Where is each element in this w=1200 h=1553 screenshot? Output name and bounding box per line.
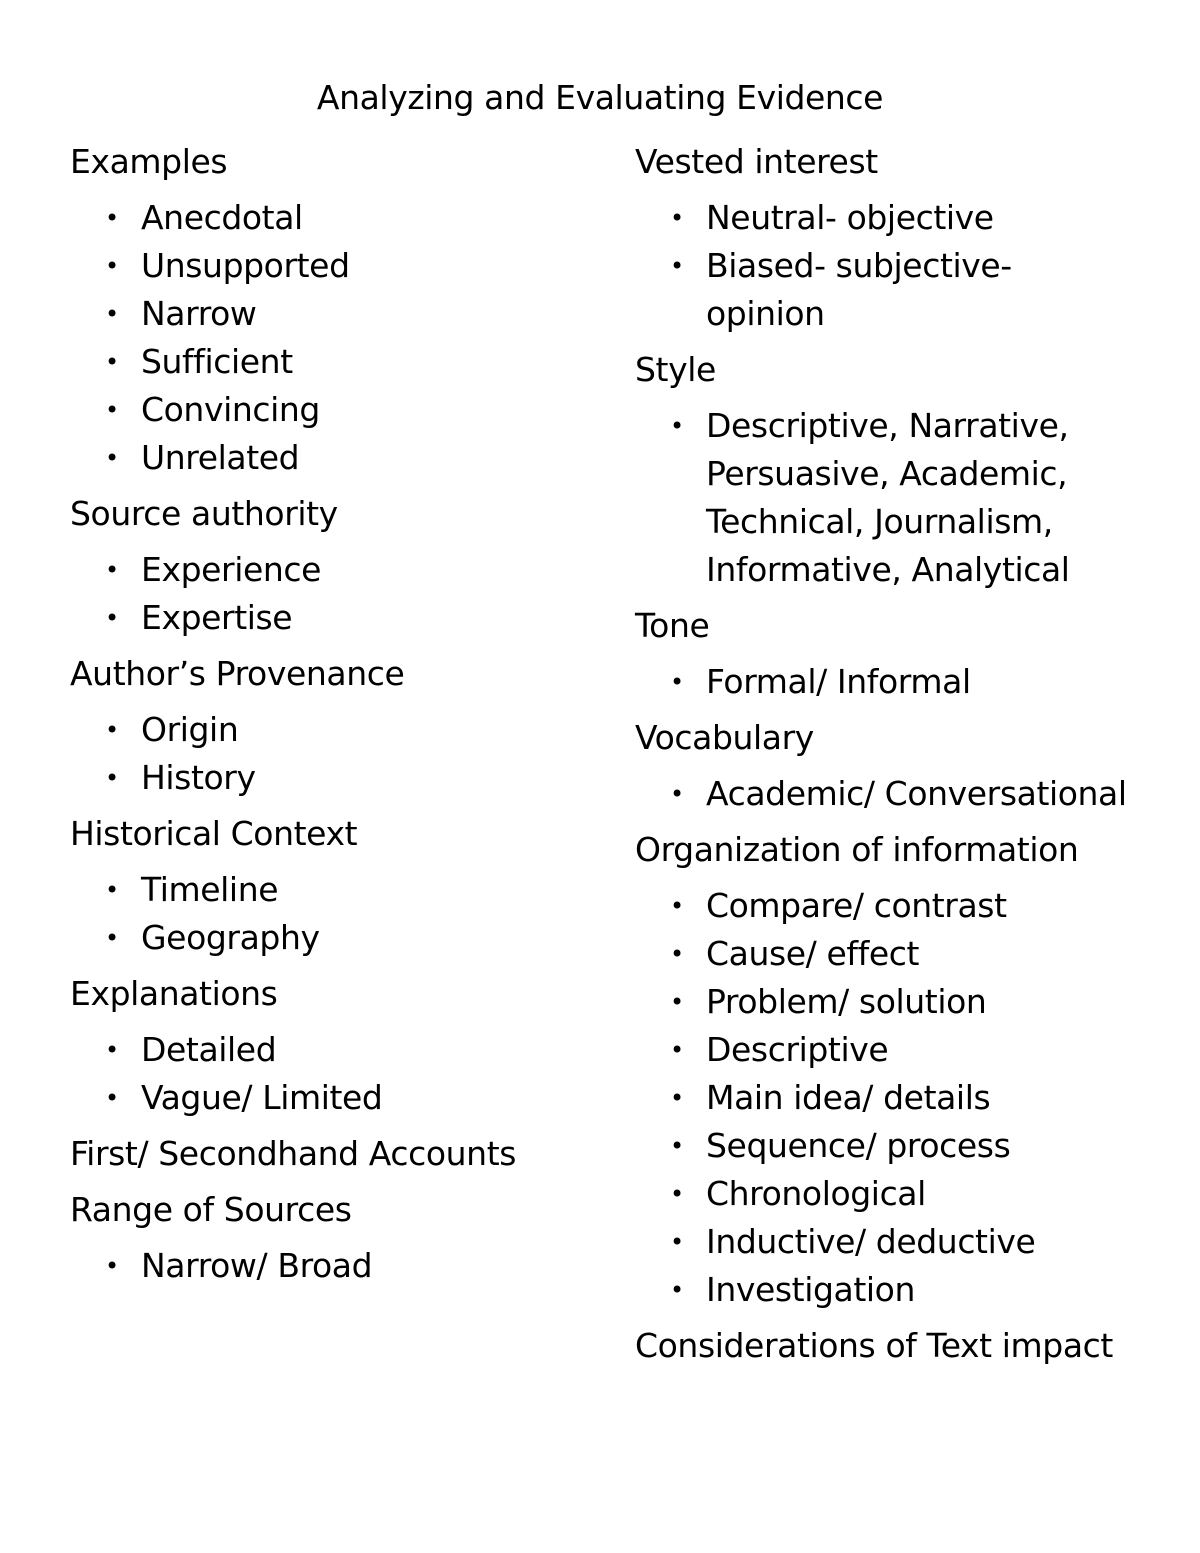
bullet-list xyxy=(70,546,600,642)
bullet-icon: • xyxy=(670,1036,684,1064)
list-item: • Narrow/ Broad xyxy=(70,1242,600,1290)
section-considerations-of-text-impact xyxy=(635,1322,1175,1370)
list-item: • Vague/ Limited xyxy=(70,1074,600,1122)
section-first-secondhand-accounts xyxy=(70,1130,600,1178)
bullet-icon: • xyxy=(105,604,119,632)
section-historical-context xyxy=(70,810,600,962)
right-column xyxy=(635,138,1175,1378)
bullet-icon: • xyxy=(105,1036,119,1064)
left-column xyxy=(70,138,600,1298)
list-item: • Main idea/ details xyxy=(635,1074,1175,1122)
list-item: • Neutral- objective xyxy=(635,194,1175,242)
list-item: • Chronological xyxy=(635,1170,1175,1218)
bullet-icon: • xyxy=(105,556,119,584)
bullet-icon: • xyxy=(670,252,684,280)
section-source-authority xyxy=(70,490,600,642)
bullet-icon: • xyxy=(670,940,684,968)
list-item: • Cause/ effect xyxy=(635,930,1175,978)
bullet-list xyxy=(70,866,600,962)
section-examples xyxy=(70,138,600,482)
section-explanations xyxy=(70,970,600,1122)
bullet-list xyxy=(70,706,600,802)
bullet-icon: • xyxy=(105,204,119,232)
section-heading: Author’s Provenance xyxy=(70,654,405,693)
bullet-icon: • xyxy=(105,876,119,904)
section-heading: Organization of information xyxy=(635,830,1079,869)
list-item: • Experience xyxy=(70,546,600,594)
section-range-of-sources xyxy=(70,1186,600,1290)
list-item: • Descriptive xyxy=(635,1026,1175,1074)
list-item: • Convincing xyxy=(70,386,600,434)
list-item: • Formal/ Informal xyxy=(635,658,1175,706)
list-item: • Academic/ Conversational xyxy=(635,770,1175,818)
bullet-icon: • xyxy=(105,444,119,472)
bullet-list xyxy=(635,402,1175,594)
section-heading: Explanations xyxy=(70,974,278,1013)
section-heading: Examples xyxy=(70,142,228,181)
bullet-icon: • xyxy=(670,892,684,920)
page-title: Analyzing and Evaluating Evidence xyxy=(316,78,884,117)
section-authors-provenance xyxy=(70,650,600,802)
section-heading: Vested interest xyxy=(635,142,878,181)
bullet-icon: • xyxy=(670,204,684,232)
bullet-icon: • xyxy=(670,1180,684,1208)
section-heading: Historical Context xyxy=(70,814,358,853)
list-item: • Biased- subjective- opinion xyxy=(635,242,1175,338)
section-heading: Style xyxy=(635,350,716,389)
list-item: • Unsupported xyxy=(70,242,600,290)
list-item: • Investigation xyxy=(635,1266,1175,1314)
bullet-icon: • xyxy=(670,1228,684,1256)
list-item: • Compare/ contrast xyxy=(635,882,1175,930)
list-item: • Sufficient xyxy=(70,338,600,386)
list-item: • Unrelated xyxy=(70,434,600,482)
bullet-icon: • xyxy=(105,348,119,376)
bullet-icon: • xyxy=(670,780,684,808)
list-item: • Narrow xyxy=(70,290,600,338)
section-vocabulary xyxy=(635,714,1175,818)
list-item: • Sequence/ process xyxy=(635,1122,1175,1170)
bullet-icon: • xyxy=(670,988,684,1016)
bullet-icon: • xyxy=(105,252,119,280)
section-heading: Vocabulary xyxy=(635,718,814,757)
list-item: • History xyxy=(70,754,600,802)
list-item: • Origin xyxy=(70,706,600,754)
list-item: • Problem/ solution xyxy=(635,978,1175,1026)
bullet-list xyxy=(635,194,1175,338)
list-item: • Anecdotal xyxy=(70,194,600,242)
section-heading: Range of Sources xyxy=(70,1190,352,1229)
bullet-icon: • xyxy=(670,1132,684,1160)
list-item: • Timeline xyxy=(70,866,600,914)
bullet-icon: • xyxy=(670,412,684,440)
bullet-list xyxy=(70,194,600,482)
bullet-icon: • xyxy=(105,1252,119,1280)
bullet-icon: • xyxy=(105,924,119,952)
section-heading: First/ Secondhand Accounts xyxy=(70,1134,517,1173)
list-item: • Expertise xyxy=(70,594,600,642)
list-item: • Descriptive, Narrative, Persuasive, Academic, Technical, Journalism, Informative, Analytical xyxy=(635,402,1175,594)
bullet-list xyxy=(70,1242,600,1290)
bullet-list xyxy=(635,770,1175,818)
bullet-list xyxy=(635,658,1175,706)
bullet-icon: • xyxy=(105,1084,119,1112)
section-heading: Considerations of Text impact xyxy=(635,1326,1113,1365)
list-item: • Inductive/ deductive xyxy=(635,1218,1175,1266)
section-style xyxy=(635,346,1175,594)
bullet-icon: • xyxy=(105,396,119,424)
section-organization-of-information xyxy=(635,826,1175,1314)
section-heading: Tone xyxy=(635,606,710,645)
bullet-icon: • xyxy=(105,300,119,328)
section-heading: Source authority xyxy=(70,494,338,533)
bullet-list xyxy=(70,1026,600,1122)
bullet-list xyxy=(635,882,1175,1314)
list-item: • Geography xyxy=(70,914,600,962)
section-tone xyxy=(635,602,1175,706)
bullet-icon: • xyxy=(670,668,684,696)
bullet-icon: • xyxy=(670,1276,684,1304)
bullet-icon: • xyxy=(105,764,119,792)
list-item: • Detailed xyxy=(70,1026,600,1074)
bullet-icon: • xyxy=(105,716,119,744)
bullet-icon: • xyxy=(670,1084,684,1112)
section-vested-interest xyxy=(635,138,1175,338)
